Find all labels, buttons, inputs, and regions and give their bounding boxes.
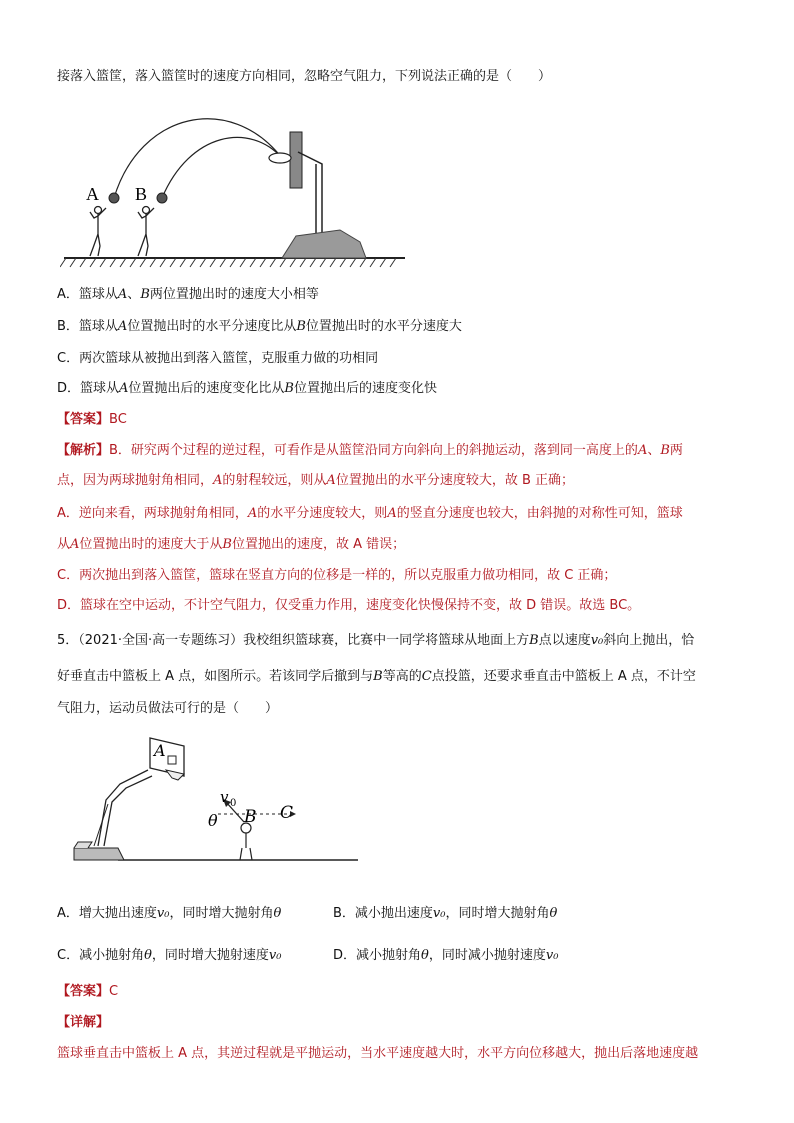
q5-option-c: C．减小抛射角θ，同时增大抛射速度v₀ bbox=[57, 948, 282, 963]
q4-analysis-line-1: 【解析】B．研究两个过程的逆过程，可看作是从篮筐沿同方向斜向上的斜抛运动，落到同一高度上的A、B两 bbox=[57, 443, 683, 458]
q5-detail-tag: 【详解】 bbox=[57, 1015, 110, 1030]
q4-option-c: C．两次篮球从被抛出到落入篮筐，克服重力做的功相同 bbox=[57, 351, 379, 366]
q4-option-d: D．篮球从A位置抛出后的速度变化比从B位置抛出后的速度变化快 bbox=[57, 381, 437, 396]
q4-figure-label-b: B bbox=[135, 184, 148, 204]
q4-figure-label-a: A bbox=[86, 184, 99, 204]
q5-option-a: A．增大抛出速度v₀，同时增大抛射角θ bbox=[57, 906, 282, 921]
q5-figure-label-theta: θ bbox=[208, 811, 218, 830]
q4-analysis-line-6: D．篮球在空中运动，不计空气阻力，仅受重力作用，速度变化快慢保持不变，故 D 错误。故选 BC。 bbox=[57, 598, 641, 613]
q4-option-a: A．篮球从A、B两位置抛出时的速度大小相等 bbox=[57, 287, 319, 302]
q4-figure-two-throws bbox=[60, 112, 420, 272]
q5-option-d: D．减小抛射角θ，同时减小抛射速度v₀ bbox=[333, 948, 559, 963]
q5-detail-line-1: 篮球垂直击中篮板上 A 点，其逆过程就是平抛运动，当水平速度越大时，水平方向位移越大，抛出后落地速度越 bbox=[57, 1046, 699, 1061]
q5-stem-line-1: 5．（2021·全国·高一专题练习）我校组织篮球赛，比赛中一同学将篮球从地面上方B点以速度v₀斜向上抛出，恰 bbox=[57, 633, 695, 648]
q5-figure-label-b: B bbox=[244, 807, 257, 827]
q4-analysis-line-3: A．逆向来看，两球抛射角相同，A的水平分速度较大，则A的竖直分速度也较大，由斜抛的对称性可知，篮球 bbox=[57, 506, 683, 521]
q5-figure-label-v0: v bbox=[220, 788, 229, 806]
q5-answer: 【答案】C bbox=[57, 984, 119, 999]
q5-figure-label-a: A bbox=[154, 741, 166, 760]
q5-option-b: B．减小抛出速度v₀，同时增大抛射角θ bbox=[333, 906, 558, 921]
q4-analysis-line-4: 从A位置抛出时的速度大于从B位置抛出的速度，故 A 错误； bbox=[57, 537, 406, 552]
q5-figure-label-v0-sub: 0 bbox=[230, 798, 237, 809]
q4-analysis-line-2: 点，因为两球抛射角相同，A的射程较远，则从A位置抛出的水平分速度较大，故 B 正确； bbox=[57, 473, 574, 488]
q5-stem-line-3: 气阻力，运动员做法可行的是（ ） bbox=[57, 701, 279, 716]
q5-figure-basketball-stand bbox=[68, 730, 368, 870]
q4-analysis-line-5: C．两次抛出到落入篮筐，篮球在竖直方向的位移是一样的，所以克服重力做功相同，故 C 正确； bbox=[57, 568, 617, 583]
q4-option-b: B．篮球从A位置抛出时的水平分速度比从B位置抛出时的水平分速度大 bbox=[57, 319, 462, 334]
q5-stem-line-2: 好垂直击中篮板上 A 点，如图所示。若该同学后撤到与B等高的C点投篮，还要求垂直击中篮板上 A 点，不计空 bbox=[57, 669, 696, 684]
q4-stem-tail: 接落入篮筐，落入篮筐时的速度方向相同，忽略空气阻力，下列说法正确的是（ ） bbox=[57, 69, 552, 84]
q5-figure-label-c: C bbox=[280, 803, 294, 823]
q4-answer: 【答案】BC bbox=[57, 412, 127, 427]
